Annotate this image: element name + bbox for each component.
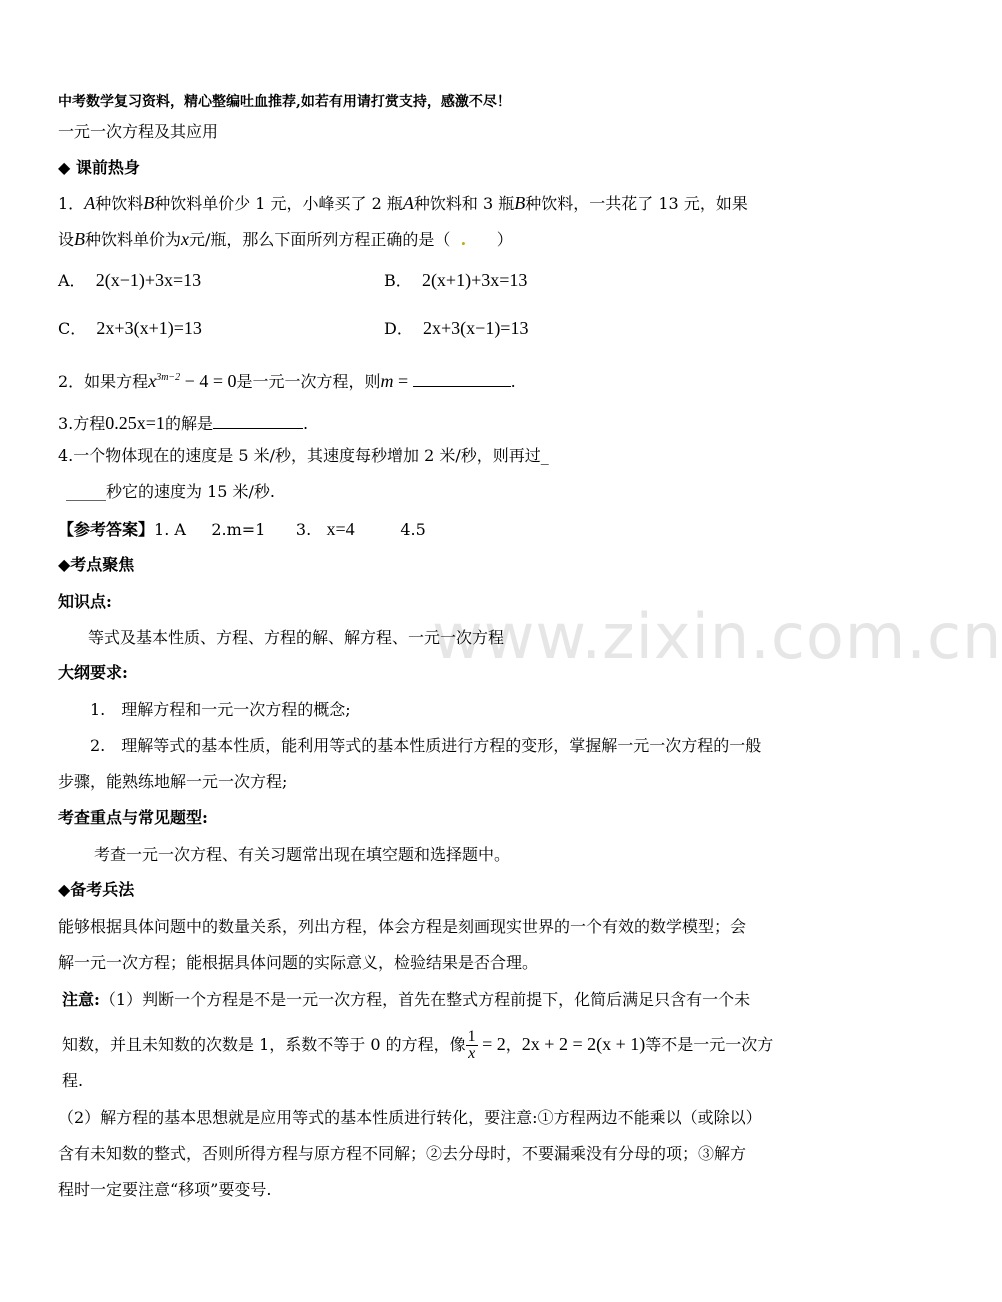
document-title: 一元一次方程及其应用 bbox=[58, 122, 219, 141]
option-label: A． bbox=[58, 271, 86, 290]
var-b: B bbox=[74, 229, 86, 249]
knowledge-label: 知识点: bbox=[58, 592, 112, 611]
reference-answers bbox=[58, 519, 426, 540]
q3-equation: 0.25x=1 bbox=[105, 413, 165, 433]
key-text: 考查一元一次方程、有关习题常出现在填空题和选择题中。 bbox=[94, 845, 511, 864]
q1-text: 种饮料和 3 瓶 bbox=[413, 194, 515, 213]
header-note: 中考数学复习资料，精心整编吐血推荐,如若有用请打赏支持，感激不尽！ bbox=[58, 94, 511, 110]
option-label: D． bbox=[384, 319, 413, 338]
section-heading-prep: ◆备考兵法 bbox=[58, 880, 135, 899]
equals-sign: = bbox=[393, 371, 413, 391]
var-x: x bbox=[148, 371, 157, 391]
q3 bbox=[58, 412, 308, 434]
option-label: C． bbox=[58, 319, 87, 338]
note-text: （1）判断一个方程是不是一元一次方程，首先在整式方程前提下，化简后满足只含有一个未 bbox=[99, 990, 751, 1009]
q4-line1: 4.一个物体现在的速度是 5 米/秒，其速度每秒增加 2 米/秒，则再过_ bbox=[58, 446, 549, 465]
var-a: A bbox=[402, 193, 414, 213]
answers-label: 【参考答案】 bbox=[58, 520, 155, 539]
var-x: x bbox=[181, 229, 190, 249]
q1-line1 bbox=[58, 193, 748, 214]
answer-blank[interactable]: _____ bbox=[66, 482, 106, 501]
option-equation: 2(x−1)+3x=13 bbox=[95, 270, 202, 290]
var-b: B bbox=[143, 193, 155, 213]
answer-blank[interactable] bbox=[413, 370, 511, 387]
option-c bbox=[58, 318, 202, 339]
note-equation: = 2 bbox=[477, 1034, 506, 1054]
q1-text: 种饮料，一共花了 13 元，如果 bbox=[525, 194, 748, 213]
answer-blank[interactable] bbox=[213, 412, 303, 429]
section-heading-warmup: ◆ 课前热身 bbox=[58, 158, 140, 177]
q2 bbox=[58, 368, 516, 392]
var-a: A bbox=[84, 193, 96, 213]
q4-line2 bbox=[66, 482, 275, 502]
knowledge-text: 等式及基本性质、方程、方程的解、解方程、一元一次方程 bbox=[88, 628, 505, 647]
key-label: 考查重点与常见题型: bbox=[58, 808, 208, 827]
note-p2-line3: 程时一定要注意“移项”要变号. bbox=[58, 1180, 272, 1199]
answer-1: 1. A bbox=[154, 520, 186, 539]
answer-4: 4.5 bbox=[400, 520, 426, 539]
note-p2-line1: （2）解方程的基本思想就是应用等式的基本性质进行转化，要注意:①方程两边不能乘以（或除以） bbox=[58, 1108, 762, 1127]
answer-dot: . bbox=[460, 230, 467, 249]
fraction-denominator: x bbox=[468, 1045, 476, 1062]
q3-text: 的解是 bbox=[164, 414, 213, 433]
var-b: B bbox=[514, 193, 526, 213]
note-line1 bbox=[62, 990, 750, 1010]
answer-3-number: 3. bbox=[295, 520, 312, 539]
note-line3: 程. bbox=[62, 1071, 84, 1090]
note-line2: 知数，并且未知数的次数是 1，系数不等于 0 的方程，像 $\frac{1}{x}$ = 2，2x + 2 = 2(x + 1)等不是一元一次方 bbox=[62, 1028, 774, 1062]
q1-line2 bbox=[58, 229, 513, 250]
outline-label: 大纲要求: bbox=[58, 663, 128, 682]
option-a bbox=[58, 270, 201, 291]
answer-2: 2.m=1 bbox=[211, 520, 266, 539]
q3-text: 3.方程 bbox=[58, 414, 106, 433]
prep-line1: 能够根据具体问题中的数量关系，列出方程，体会方程是刻画现实世界的一个有效的数学模型；会 bbox=[58, 917, 747, 936]
option-b bbox=[384, 270, 527, 291]
note-text: 等不是一元一次方 bbox=[645, 1035, 774, 1054]
q2-equation: − 4 = 0 bbox=[180, 371, 237, 391]
outline-item-2-line1: 2. 理解等式的基本性质，能利用等式的基本性质进行方程的变形，掌握解一元一次方程的一般 bbox=[90, 736, 762, 755]
q1-text: 种饮料 bbox=[95, 194, 144, 213]
q2-text: 是一元一次方程，则 bbox=[236, 372, 381, 391]
exponent: 3m−2 bbox=[156, 372, 181, 383]
note-p2-line2: 含有未知数的整式，否则所得方程与原方程不同解；②去分母时，不要漏乘没有分母的项；③解方 bbox=[58, 1144, 747, 1163]
answer-3: x=4 bbox=[326, 519, 355, 539]
option-d bbox=[384, 318, 528, 339]
option-equation: 2(x+1)+3x=13 bbox=[421, 270, 528, 290]
section-heading-focus: ◆考点聚焦 bbox=[58, 555, 135, 574]
q4-text: 秒它的速度为 15 米/秒. bbox=[106, 482, 276, 501]
prep-line2: 解一元一次方程；能根据具体问题的实际意义，检验结果是否合理。 bbox=[58, 953, 539, 972]
q3-text: . bbox=[302, 414, 309, 433]
var-m: m bbox=[380, 371, 394, 391]
q2-text: . bbox=[510, 372, 516, 391]
option-label: B． bbox=[384, 271, 412, 290]
note-text: 知数，并且未知数的次数是 1，系数不等于 0 的方程，像 bbox=[62, 1035, 466, 1054]
outline-item-1: 1. 理解方程和一元一次方程的概念; bbox=[90, 700, 351, 719]
q1-number: 1． bbox=[58, 194, 85, 213]
watermark: www.zixin.com.cn bbox=[432, 600, 1002, 673]
q2-text: 2．如果方程 bbox=[58, 372, 149, 391]
q1-text: ） bbox=[496, 230, 513, 249]
outline-item-2-line2: 步骤，能熟练地解一元一次方程; bbox=[58, 772, 288, 791]
fraction-one-over-x bbox=[466, 1029, 478, 1062]
q1-text: 元/瓶，那么下面所列方程正确的是（ bbox=[189, 230, 451, 249]
q1-text: 种饮料单价少 1 元，小峰买了 2 瓶 bbox=[154, 194, 403, 213]
q1-text: 设 bbox=[58, 230, 75, 249]
option-equation: 2x+3(x+1)=13 bbox=[96, 318, 202, 338]
note-equation-2: 2x + 2 = 2(x + 1) bbox=[521, 1034, 646, 1054]
option-equation: 2x+3(x−1)=13 bbox=[423, 318, 529, 338]
note-label: 注意: bbox=[62, 990, 100, 1009]
fraction-numerator: 1 bbox=[467, 1028, 476, 1045]
q1-text: 种饮料单价为 bbox=[85, 230, 182, 249]
